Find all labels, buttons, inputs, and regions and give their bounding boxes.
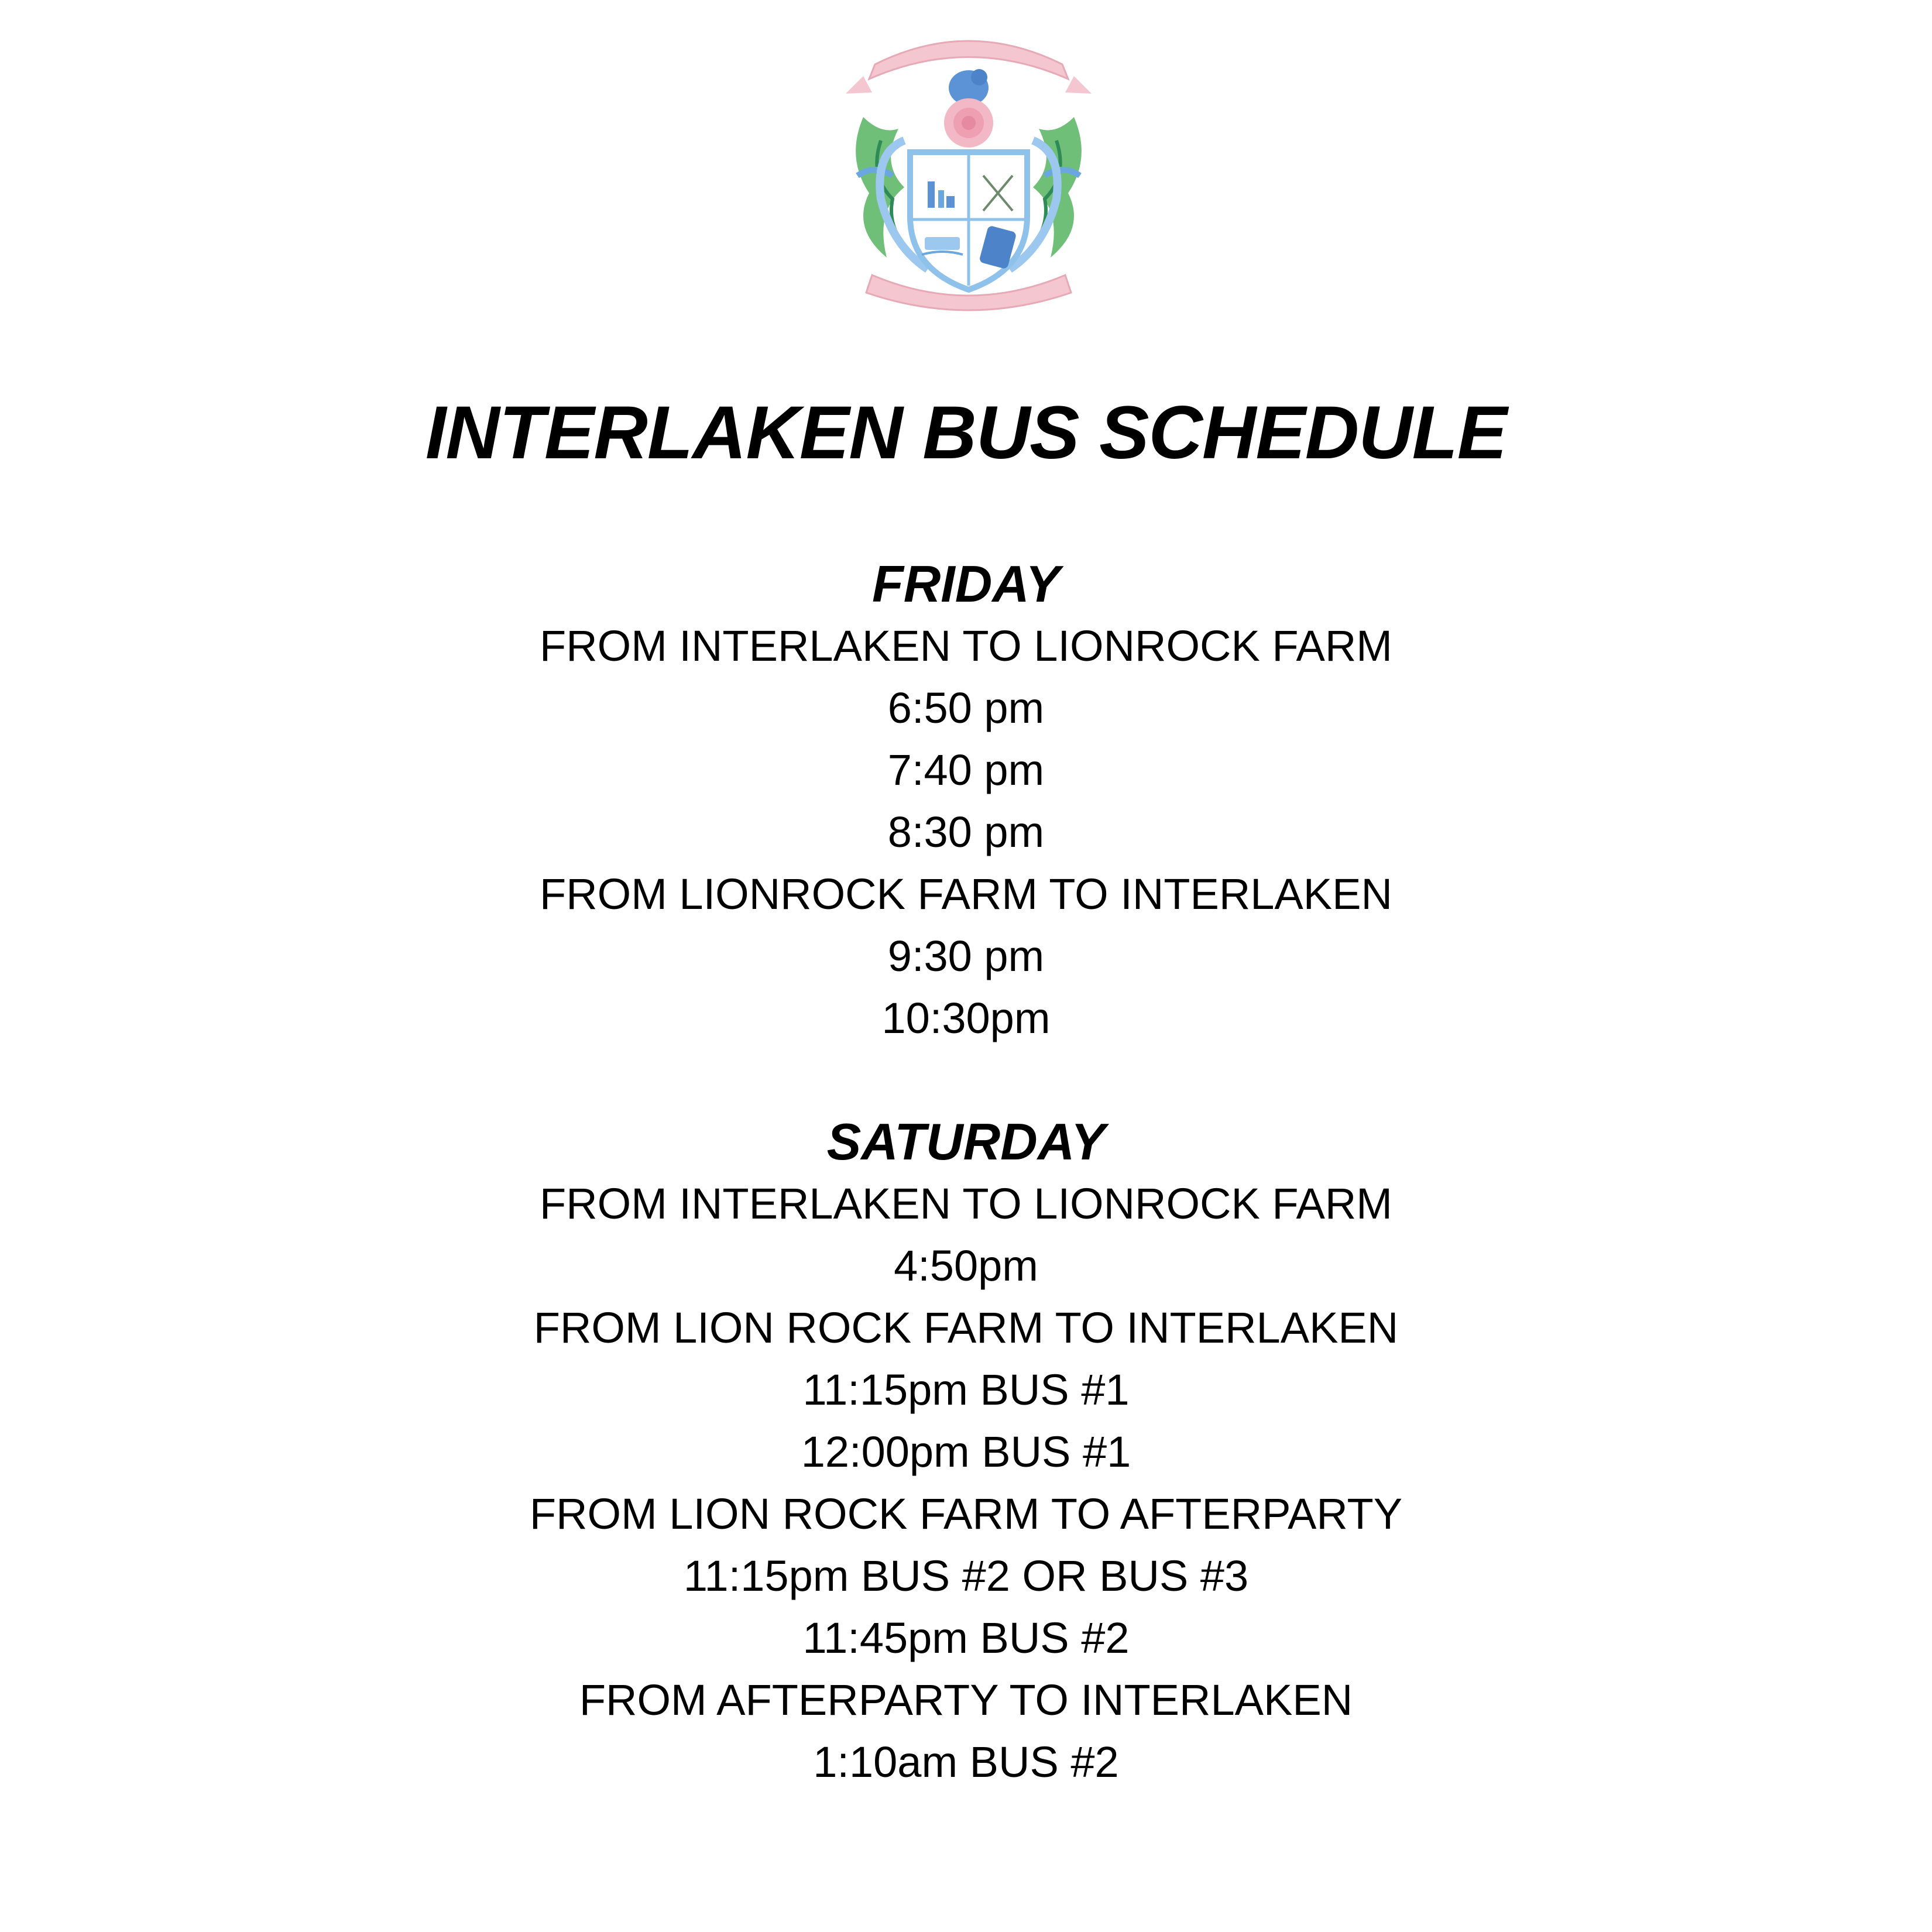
bus-schedule — [0, 553, 1932, 1793]
departure-time: 10:30pm — [881, 994, 1051, 1042]
departure-time: 11:15pm BUS #1 — [802, 1365, 1130, 1414]
route-heading: FROM AFTERPARTY TO INTERLAKEN — [579, 1676, 1353, 1724]
departure-time: 4:50pm — [894, 1241, 1038, 1290]
day-heading: SATURDAY — [826, 1113, 1106, 1171]
departure-time: 9:30 pm — [887, 932, 1045, 980]
departure-time: 1:10am BUS #2 — [813, 1738, 1119, 1786]
departure-time: 6:50 pm — [887, 684, 1045, 732]
day-heading: FRIDAY — [871, 555, 1061, 613]
family-crest-logo — [840, 23, 1097, 316]
page-title: INTERLAKEN BUS SCHEDULE — [425, 391, 1507, 475]
departure-time: 8:30 pm — [887, 808, 1045, 856]
day-saturday — [0, 1111, 1932, 1793]
departure-time: 11:45pm BUS #2 — [802, 1614, 1130, 1662]
departure-time: 7:40 pm — [887, 746, 1045, 794]
day-friday — [0, 553, 1932, 1049]
departure-time: 12:00pm BUS #1 — [801, 1427, 1131, 1476]
route-heading: FROM INTERLAKEN TO LIONROCK FARM — [540, 1179, 1392, 1228]
route-heading: FROM LION ROCK FARM TO AFTERPARTY — [529, 1490, 1403, 1538]
route-heading: FROM LIONROCK FARM TO INTERLAKEN — [540, 870, 1392, 918]
route-heading: FROM LION ROCK FARM TO INTERLAKEN — [533, 1303, 1399, 1352]
route-heading: FROM INTERLAKEN TO LIONROCK FARM — [540, 622, 1392, 670]
departure-time: 11:15pm BUS #2 OR BUS #3 — [683, 1552, 1249, 1600]
